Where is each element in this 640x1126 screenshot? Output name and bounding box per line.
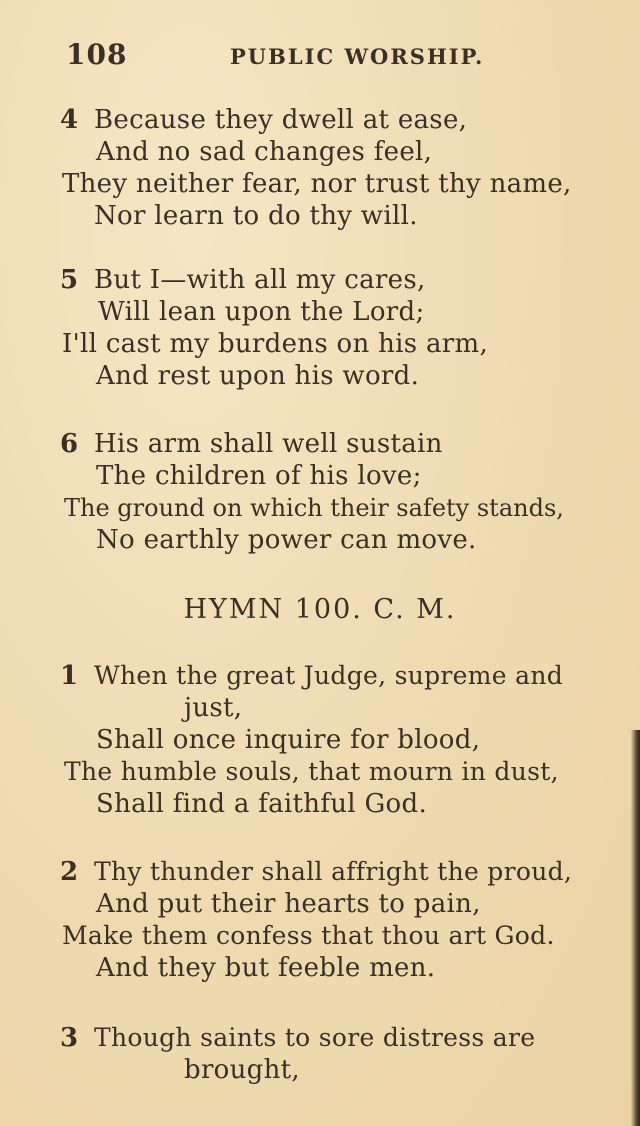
verse-line: The ground on which their safety stands, bbox=[64, 494, 564, 522]
stanza-number: 5 bbox=[60, 265, 79, 295]
verse-line: Though saints to sore distress are bbox=[94, 1023, 536, 1052]
verse-line: And they but feeble men. bbox=[96, 953, 436, 983]
verse-line: They neither fear, nor trust thy name, bbox=[62, 169, 572, 199]
verse-line: just, bbox=[184, 693, 243, 723]
verse-line: But I—with all my cares, bbox=[94, 265, 426, 295]
verse-line: Thy thunder shall affright the proud, bbox=[94, 857, 573, 886]
verse-line: When the great Judge, supreme and bbox=[94, 661, 564, 690]
page-number: 108 bbox=[66, 38, 128, 71]
verse-line: His arm shall well sustain bbox=[94, 429, 443, 459]
stanza-number: 3 bbox=[60, 1023, 79, 1053]
hymn-title: HYMN 100. C. M. bbox=[183, 594, 457, 625]
verse-line: I'll cast my burdens on his arm, bbox=[62, 329, 489, 359]
verse-line: Shall find a faithful God. bbox=[96, 789, 428, 819]
stanza-number: 1 bbox=[60, 661, 79, 691]
page-header bbox=[66, 38, 600, 74]
verse-line: Will lean upon the Lord; bbox=[98, 297, 425, 327]
verse-line: The children of his love; bbox=[96, 461, 422, 491]
verse-line: brought, bbox=[184, 1055, 300, 1085]
verse-line: Shall once inquire for blood, bbox=[96, 725, 481, 755]
stanza-number: 2 bbox=[60, 857, 79, 887]
verse-line: And put their hearts to pain, bbox=[96, 889, 481, 919]
verse-line: The humble souls, that mourn in dust, bbox=[64, 757, 559, 786]
verse-line: Make them confess that thou art God. bbox=[62, 921, 555, 950]
stanza-number: 6 bbox=[60, 429, 79, 459]
verse-line: And rest upon his word. bbox=[96, 361, 420, 391]
page-edge-shadow bbox=[631, 730, 640, 1126]
verse-line: Because they dwell at ease, bbox=[94, 105, 468, 135]
verse-line: No earthly power can move. bbox=[96, 525, 477, 555]
verse-line: Nor learn to do thy will. bbox=[94, 201, 418, 231]
stanza-number: 4 bbox=[60, 105, 79, 135]
verse-line: And no sad changes feel, bbox=[96, 137, 433, 167]
running-title: PUBLIC WORSHIP. bbox=[230, 44, 485, 69]
